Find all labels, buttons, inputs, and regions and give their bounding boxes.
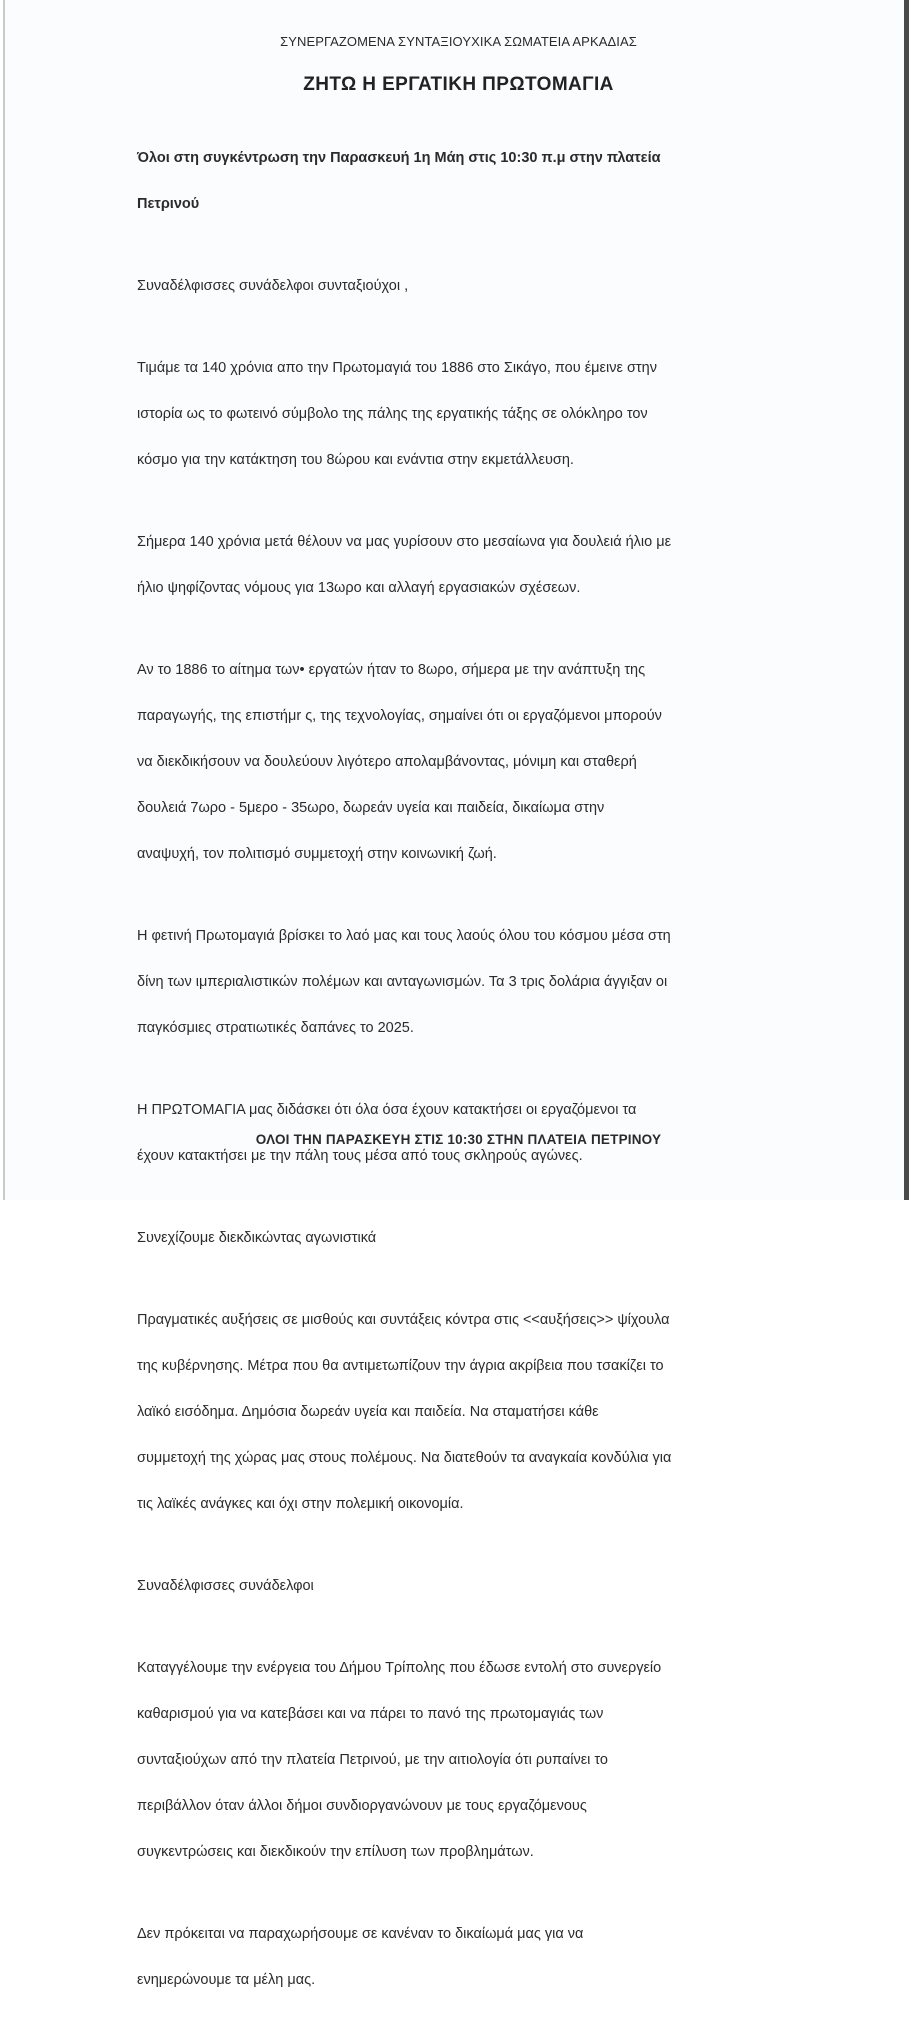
paragraph-history: [137, 334, 817, 495]
closing-call: ΟΛΟΙ ΤΗΝ ΠΑΡΑΣΚΕΥΗ ΣΤΙΣ 10:30 ΣΤΗΝ ΠΛΑΤΕΙΑ ΠΕΤΡΙΝΟΥ: [255, 1132, 662, 1147]
text-line: δουλειά 7ωρο - 5μερο - 35ωρο, δωρεάν υγεία και παιδεία, δικαίωμα στην: [137, 800, 605, 816]
paragraph-demands-list: [137, 1286, 817, 1539]
text-line: λαϊκό εισόδημα. Δημόσια δωρεάν υγεία και παιδεία. Να σταματήσει κάθε: [137, 1404, 599, 1420]
text-line: ενημερώνουμε τα μέλη μας.: [137, 1972, 316, 1988]
paragraph-today: [137, 508, 817, 623]
text-line: έχουν κατακτήσει με την πάλη τους μέσα από τους σκληρούς αγώνες.: [137, 1148, 583, 1164]
text-line: Συνεχίζουμε διεκδικώντας αγωνιστικά: [137, 1230, 377, 1246]
paragraph-invitation: [137, 124, 817, 239]
text-line: Η ΠΡΩΤΟΜΑΓΙΑ μας διδάσκει ότι όλα όσα έχουν κατακτήσει οι εργαζόμενοι τα: [137, 1102, 637, 1118]
paragraph-greeting-2: [137, 1552, 817, 1621]
text-line: Η φετινή Πρωτομαγιά βρίσκει το λαό μας και τους λαούς όλου του κόσμου μέσα στη: [137, 928, 671, 944]
text-line: Συναδέλφισσες συνάδελφοι συνταξιούχοι ,: [137, 278, 409, 294]
text-line: Όλοι στη συγκέντρωση την Παρασκευή 1η Μάη στις 10:30 π.μ στην πλατεία: [137, 150, 661, 166]
text-line: Πετρινού: [137, 196, 200, 212]
text-line: ιστορία ως το φωτεινό σύμβολο της πάλης της εργατικής τάξης σε ολόκληρο τον: [137, 406, 648, 422]
document-title: ΖΗΤΩ Η ΕΡΓΑΤΙΚΗ ΠΡΩΤΟΜΑΓΙΑ: [303, 74, 614, 95]
text-line: κόσμο για την κατάκτηση του 8ώρου και ενάντια στην εκμετάλλευση.: [137, 452, 574, 468]
text-line: της κυβέρνησης. Μέτρα που θα αντιμετωπίζουν την άγρια ακρίβεια που τσακίζει το: [137, 1358, 664, 1374]
paragraph-greeting: [137, 252, 817, 321]
paragraph-demands-1886: [137, 636, 817, 889]
text-line: αναψυχή, τον πολιτισμό συμμετοχή στην κοινωνική ζωή.: [137, 846, 497, 862]
paragraph-wars: [137, 902, 817, 1063]
text-line: παραγωγής, της επιστήμr ς, της τεχνολογίας, σημαίνει ότι οι εργαζόμενοι μπορούν: [137, 708, 662, 724]
paragraph-continue: [137, 1204, 817, 1273]
paragraph-rights: [137, 1900, 817, 2015]
text-line: συγκεντρώσεις και διεκδικούν την επίλυση των προβλημάτων.: [137, 1844, 534, 1860]
organization-header: ΣΥΝΕΡΓΑΖΟΜΕΝΑ ΣΥΝΤΑΞΙΟΥΧΙΚΑ ΣΩΜΑΤΕΙΑ ΑΡΚΑΔΙΑΣ: [280, 34, 637, 49]
text-line: καθαρισμού για να κατεβάσει και να πάρει το πανό της πρωτομαγιάς των: [137, 1706, 604, 1722]
text-line: Τιμάμε τα 140 χρόνια απο την Πρωτομαγιά του 1886 στο Σικάγο, που έμεινε στην: [137, 360, 657, 376]
paragraph-denounce: [137, 1634, 817, 1887]
text-line: συνταξιούχων από την πλατεία Πετρινού, με την αιτιολογία ότι ρυπαίνει το: [137, 1752, 608, 1768]
text-line: Αν το 1886 το αίτημα των• εργατών ήταν το 8ωρο, σήμερα με την ανάπτυξη της: [137, 662, 646, 678]
text-line: συμμετοχή της χώρας μας στους πολέμους. Να διατεθούν τα αναγκαία κονδύλια για: [137, 1450, 672, 1466]
text-line: παγκόσμιες στρατιωτικές δαπάνες το 2025.: [137, 1020, 414, 1036]
text-line: δίνη των ιμπεριαλιστικών πολέμων και ανταγωνισμών. Τα 3 τρις δολάρια άγγιξαν οι: [137, 974, 668, 990]
text-line: Συναδέλφισσες συνάδελφοι: [137, 1578, 314, 1594]
text-line: να διεκδικήσουν να δουλεύουν λιγότερο απολαμβάνοντας, μόνιμη και σταθερή: [137, 754, 637, 770]
text-line: Δεν πρόκειται να παραχωρήσουμε σε κανέναν το δικαίωμά μας για να: [137, 1926, 584, 1942]
document-body: [137, 124, 817, 2028]
text-line: Πραγματικές αυξήσεις σε μισθούς και συντάξεις κόντρα στις <<αυξήσεις>> ψίχουλα: [137, 1312, 670, 1328]
text-line: τις λαϊκές ανάγκες και όχι στην πολεμική οικονομία.: [137, 1496, 464, 1512]
text-line: Καταγγέλουμε την ενέργεια του Δήμου Τρίπολης που έδωσε εντολή στο συνεργείο: [137, 1660, 662, 1676]
text-line: Σήμερα 140 χρόνια μετά θέλουν να μας γυρίσουν στο μεσαίωνα για δουλειά ήλιο με: [137, 534, 672, 550]
text-line: ήλιο ψηφίζοντας νόμους για 13ωρο και αλλαγή εργασιακών σχέσεων.: [137, 580, 581, 596]
text-line: περιβάλλον όταν άλλοι δήμοι συνδιοργανώνουν με τους εργαζόμενους: [137, 1798, 587, 1814]
